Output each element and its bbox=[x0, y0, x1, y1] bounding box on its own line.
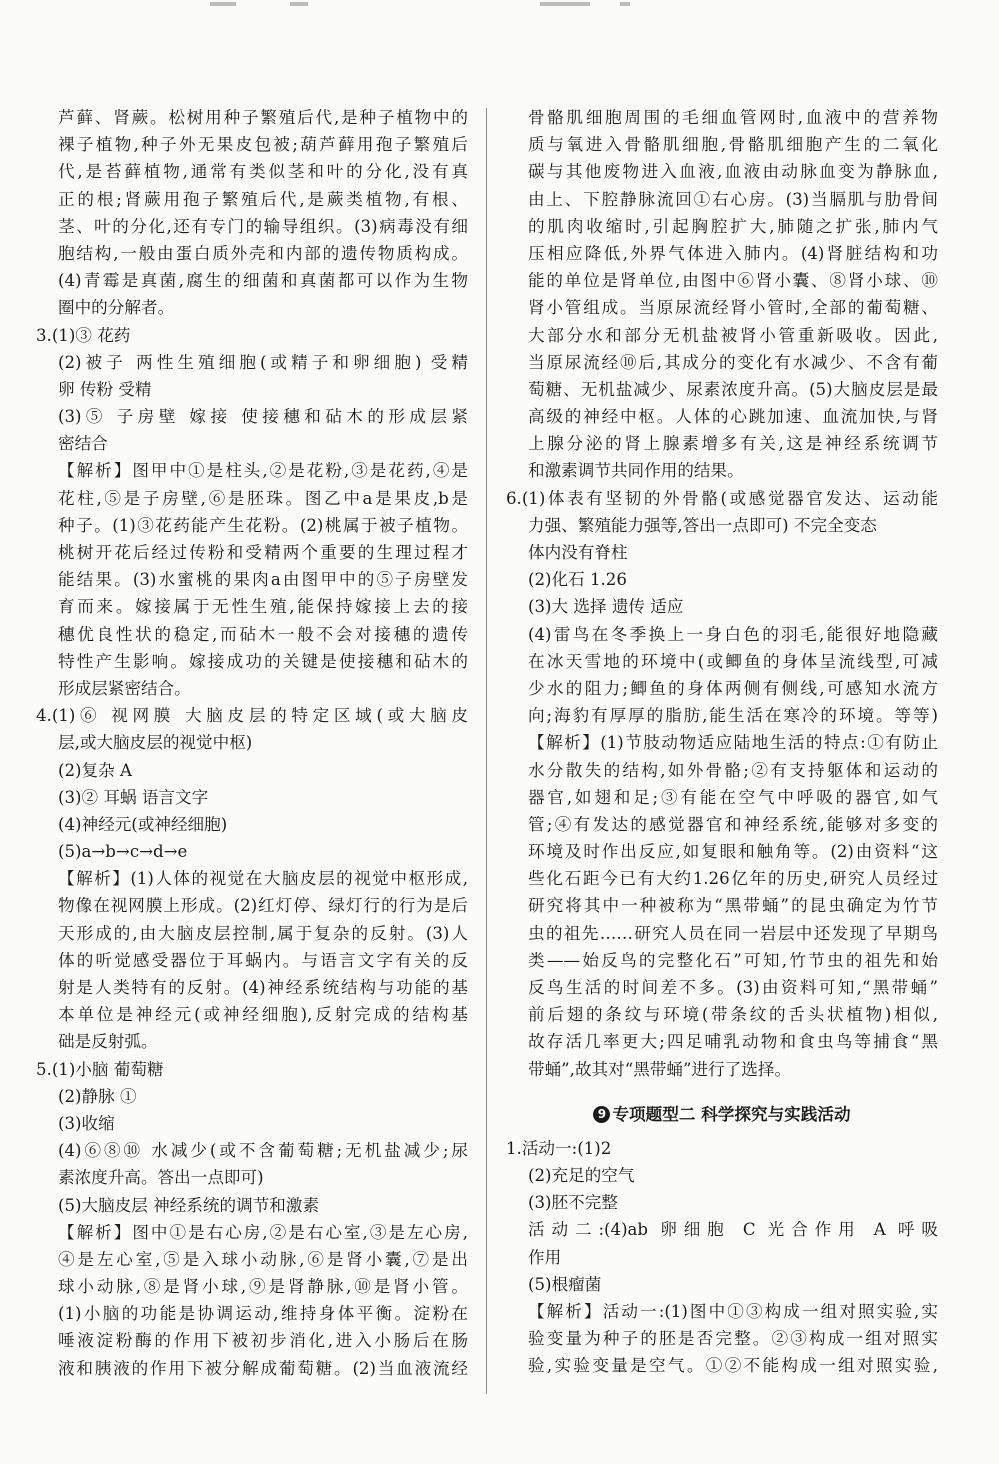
right-text-line: 和激素调节共同作用的结果。 bbox=[528, 461, 744, 481]
left-text-line: 层,或大脑皮层的视觉中枢) bbox=[58, 733, 253, 753]
right-text-line: 由上、下腔静脉流回①右心房。(3)当膈肌与肋骨间 bbox=[528, 189, 938, 209]
left-text-line: 芦藓、肾蕨。松树用种子繁殖后代,是种子植物中的 bbox=[58, 108, 468, 127]
right-text-line: 在冰天雪地的环境中(或鲫鱼的身体呈流线型,可减 bbox=[528, 651, 938, 671]
right-text-line: 反鸟生活的时间差不多。(3)由资料可知,“黑带蛹” bbox=[528, 978, 938, 997]
left-text-line: 胞结构,一般由蛋白质外壳和内部的遗传物质构成。 bbox=[58, 243, 468, 263]
right-column bbox=[506, 104, 938, 1379]
left-text-line: 能结果。(3)水蜜桃的果肉a由图甲中的⑤子房壁发 bbox=[58, 570, 468, 590]
section-number-badge: 9 bbox=[593, 1106, 610, 1123]
right-text-line: 类——始反鸟的完整化石”可知,竹节虫的祖先和始 bbox=[528, 950, 938, 970]
right-text-line: 6.(1)体表有坚韧的外骨骼(或感觉器官发达、运动能 bbox=[506, 488, 938, 508]
left-text-line: (4)青霉是真菌,腐生的细菌和真菌都可以作为生物 bbox=[58, 271, 468, 291]
right-text-line: (2)充足的空气 bbox=[528, 1165, 635, 1185]
right-text-line: 虫的祖先……研究人员在同一岩层中还发现了早期鸟 bbox=[528, 923, 938, 943]
left-text-line: 【解析】图甲中①是柱头,②是花粉,③是花药,④是 bbox=[58, 461, 468, 481]
left-text-line: 卵 传粉 受精 bbox=[58, 379, 152, 399]
right-text-line: 力强、繁殖能力强等,答出一点即可) 不完全变态 bbox=[528, 515, 877, 535]
left-text-line: 射是人类特有的反射。(4)神经系统结构与功能的基 bbox=[58, 978, 468, 997]
left-text-line: 素浓度升高。答出一点即可) bbox=[58, 1168, 264, 1188]
right-column-text-lower bbox=[506, 1135, 938, 1380]
right-text-line: 碳与其他废物进入血液,血液由动脉血变为静脉血, bbox=[528, 162, 938, 182]
right-text-line: 环境及时作出反应,如复眼和触角等。(2)由资料“这 bbox=[528, 842, 938, 862]
section-title: 专项题型二 科学探究与实践活动 bbox=[612, 1104, 851, 1124]
right-text-line: 当原尿流经⑩后,其成分的变化有水减少、不含有葡 bbox=[528, 352, 938, 372]
left-text-line: ④是左心室,⑤是入球小动脉,⑥是肾小囊,⑦是出 bbox=[58, 1249, 468, 1269]
right-text-line: (3)大 选择 遗传 适应 bbox=[528, 597, 684, 617]
right-text-line: 的肌肉收缩时,引起胸腔扩大,肺随之扩张,肺内气 bbox=[528, 216, 938, 236]
right-text-line: (5)根瘤菌 bbox=[528, 1274, 602, 1294]
left-text-line: (2)被子 两性生殖细胞(或精子和卵细胞) 受精 bbox=[58, 352, 468, 372]
right-text-line: 带蛹”,故其对“黑带蛹”进行了选择。 bbox=[528, 1059, 792, 1079]
left-text-line: 3.(1)③ 花药 bbox=[36, 325, 131, 345]
right-text-line: 质与氧进入骨骼肌细胞,骨骼肌细胞产生的二氧化 bbox=[528, 135, 938, 155]
left-text-line: 育而来。嫁接属于无性生殖,能保持嫁接上去的接 bbox=[58, 597, 468, 617]
left-text-line: 体的听觉感受器位于耳蜗内。与语言文字有关的反 bbox=[58, 950, 468, 970]
left-text-line: (2)静脉 ① bbox=[58, 1086, 137, 1106]
left-text-line: 特性产生影响。嫁接成功的关键是使接穗和砧木的 bbox=[58, 651, 468, 671]
left-text-line: 5.(1)小脑 葡萄糖 bbox=[36, 1059, 164, 1079]
right-text-line: (4)雷鸟在冬季换上一身白色的羽毛,能很好地隐藏 bbox=[528, 624, 938, 644]
right-text-line: 少水的阻力;鲫鱼的身体两侧有侧线,可感知水流方 bbox=[528, 678, 938, 698]
left-text-line: 穗优良性状的稳定,而砧木一般不会对接穗的遗传 bbox=[58, 624, 468, 644]
left-text-line: (1)小脑的功能是协调运动,维持身体平衡。淀粉在 bbox=[58, 1304, 468, 1324]
left-text-line: 唾液淀粉酶的作用下被初步消化,进入小肠后在肠 bbox=[58, 1331, 468, 1351]
left-text-line: 液和胰液的作用下被分解成葡萄糖。(2)当血液流经 bbox=[58, 1358, 468, 1378]
right-text-line: 上腺分泌的肾上腺素增多有关,这是神经系统调节 bbox=[528, 434, 938, 454]
left-text-line: (4)⑥⑧⑩ 水减少(或不含葡萄糖;无机盐减少;尿 bbox=[58, 1141, 468, 1161]
right-text-line: 前后翅的条纹与环境(带条纹的舌头状植物)相似, bbox=[528, 1005, 938, 1025]
left-text-line: 圈中的分解者。 bbox=[58, 298, 175, 318]
right-text-line: 管;④有发达的感觉器官和神经系统,能够对多变的 bbox=[528, 814, 938, 834]
left-text-line: (5)a→b→c→d→e bbox=[58, 842, 188, 862]
right-text-line: 器官,如翅和足;③有能在空气中呼吸的器官,如气 bbox=[528, 787, 938, 807]
section-heading bbox=[506, 1095, 938, 1135]
left-text-line: 【解析】(1)人体的视觉在大脑皮层的视觉中枢形成, bbox=[58, 869, 468, 889]
left-text-line: 物像在视网膜上形成。(2)红灯停、绿灯行的行为是后 bbox=[58, 896, 468, 916]
left-text-line: 密结合 bbox=[58, 434, 108, 454]
right-text-line: 萄糖、无机盐减少、尿素浓度升高。(5)大脑皮层是最 bbox=[528, 379, 938, 399]
left-text-line: 裸子植物,种子外无果皮包被;葫芦藓用孢子繁殖后 bbox=[58, 135, 468, 155]
right-text-line: (3)胚不完整 bbox=[528, 1193, 618, 1213]
left-text-line: (3)② 耳蜗 语言文字 bbox=[58, 787, 209, 807]
left-text-line: 天形成的,由大脑皮层控制,属于复杂的反射。(3)人 bbox=[58, 923, 468, 943]
left-text-line: 种子。(1)③花药能产生花粉。(2)桃属于被子植物。 bbox=[58, 515, 468, 535]
left-text-line: (3)⑤ 子房壁 嫁接 使接穗和砧木的形成层紧 bbox=[58, 407, 468, 427]
right-text-line: 【解析】活动一:(1)图中①③构成一组对照实验,实 bbox=[528, 1301, 938, 1321]
right-text-line: 作用 bbox=[528, 1247, 562, 1267]
right-text-line: 压相应降低,外界气体进入肺内。(4)肾脏结构和功 bbox=[528, 243, 938, 263]
left-text-line: 代,是苔藓植物,通常有类似茎和叶的分化,没有真 bbox=[58, 162, 468, 182]
right-text-line: 【解析】(1)节肢动物适应陆地生活的特点:①有防止 bbox=[528, 733, 938, 753]
right-text-line: 高级的神经中枢。人体的心跳加速、血流加快,与肾 bbox=[528, 407, 938, 427]
page-top-marks bbox=[210, 0, 630, 12]
left-text-line: 正的根;肾蕨用孢子繁殖后代,是蕨类植物,有根、 bbox=[58, 189, 468, 209]
column-divider bbox=[486, 108, 487, 1394]
right-text-line: 验,实验变量是空气。①②不能构成一组对照实验, bbox=[528, 1356, 938, 1376]
left-column bbox=[36, 104, 468, 1382]
left-text-line: 桃树开花后经过传粉和受精两个重要的生理过程才 bbox=[58, 543, 468, 562]
left-text-line: 本单位是神经元(或神经细胞),反射完成的结构基 bbox=[58, 1005, 468, 1025]
left-text-line: (3)收缩 bbox=[58, 1113, 115, 1133]
left-text-line: 础是反射弧。 bbox=[58, 1032, 158, 1052]
left-text-line: 花柱,⑤是子房壁,⑥是胚珠。图乙中a是果皮,b是 bbox=[58, 488, 468, 508]
left-text-line: 4.(1)⑥ 视网膜 大脑皮层的特定区域(或大脑皮 bbox=[36, 706, 468, 726]
left-text-line: (2)复杂 A bbox=[58, 760, 132, 780]
left-text-line: (5)大脑皮层 神经系统的调节和激素 bbox=[58, 1195, 320, 1215]
right-text-line: 肾小管组成。当原尿流经肾小管时,全部的葡萄糖、 bbox=[528, 298, 938, 318]
left-text-line: 形成层紧密结合。 bbox=[58, 678, 191, 698]
right-text-line: 研究将其中一种被称为“黑带蛹”的昆虫确定为竹节 bbox=[528, 896, 938, 916]
right-text-line: 大部分水和部分无机盐被肾小管重新吸收。因此, bbox=[528, 325, 938, 345]
right-text-line: 能的单位是肾单位,由图中⑥肾小囊、⑧肾小球、⑩ bbox=[528, 271, 938, 291]
right-text-line: 验变量为种子的胚是否完整。②③构成一组对照实 bbox=[528, 1329, 938, 1349]
right-text-line: 体内没有脊柱 bbox=[528, 543, 628, 562]
right-text-line: 故存活几率更大;四足哺乳动物和食虫鸟等捕食“黑 bbox=[528, 1032, 938, 1052]
left-text-line: 茎、叶的分化,还有专门的输导组织。(3)病毒没有细 bbox=[58, 216, 468, 236]
right-column-text-upper bbox=[506, 104, 938, 1083]
right-text-line: 活动二:(4)ab 卵细胞 C 光合作用 A 呼吸 bbox=[528, 1220, 938, 1240]
left-text-line: (4)神经元(或神经细胞) bbox=[58, 814, 228, 834]
right-text-line: 向;海豹有厚厚的脂肪,能生活在寒冷的环境。等等) bbox=[528, 706, 938, 726]
right-text-line: 骨骼肌细胞周围的毛细血管网时,血液中的营养物 bbox=[528, 108, 938, 127]
left-text-line: 【解析】图中①是右心房,②是右心室,③是左心房, bbox=[58, 1222, 468, 1242]
right-text-line: 水分散失的结构,如外骨骼;②有支持躯体和运动的 bbox=[528, 760, 938, 780]
right-text-line: 些化石距今已有大约1.26亿年的历史,研究人员经过 bbox=[528, 869, 938, 889]
left-text-line: 球小动脉,⑧是肾小球,⑨是肾静脉,⑩是肾小管。 bbox=[58, 1277, 468, 1297]
right-text-line: (2)化石 1.26 bbox=[528, 570, 627, 590]
right-text-line: 1.活动一:(1)2 bbox=[506, 1138, 612, 1158]
